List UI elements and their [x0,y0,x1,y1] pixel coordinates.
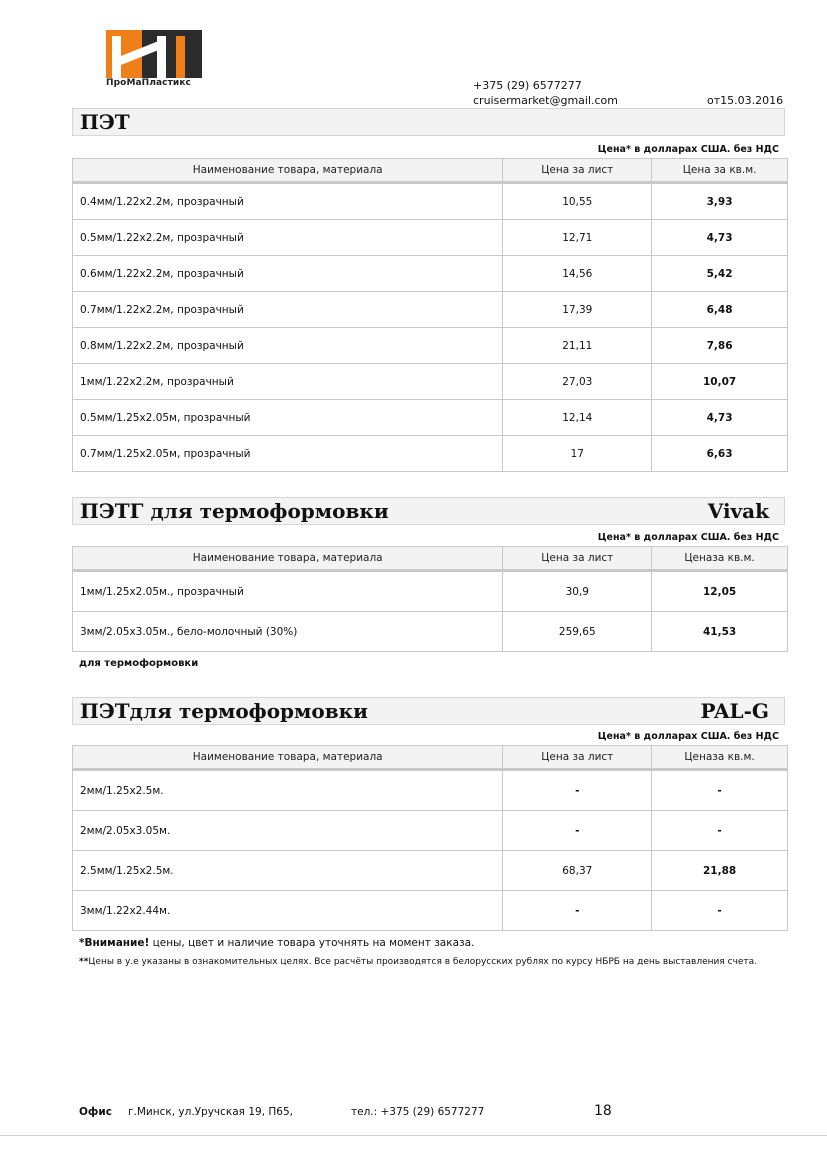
product-name: 1мм/1.22х2.2м, прозрачный [73,364,503,400]
sheet-price: - [503,811,652,851]
attention-text: цены, цвет и наличие товара уточнять на момент заказа. [149,937,475,949]
table-row [73,770,788,811]
column-header-name: Наименование товара, материала [73,746,503,770]
sheet-price: 17,39 [503,292,652,328]
table-row [73,851,788,891]
sheet-price: 27,03 [503,364,652,400]
sheet-price: 17 [503,436,652,472]
table-row [73,612,788,652]
product-name: 2мм/1.25х2.5м. [73,770,503,811]
company-name: ПроМаПластикс [106,78,191,88]
sheet-price: 259,65 [503,612,652,652]
sheet-price: - [503,891,652,931]
footer-phone: тел.: +375 (29) 6577277 [351,1106,485,1118]
logo-mark-icon [106,30,202,78]
table-row [73,571,788,612]
header-phone: +375 (29) 6577277 [473,79,582,92]
table-row [73,220,788,256]
section-title: ПЭТГ для термоформовки [80,499,389,523]
header-email: cruisermarket@gmail.com [473,94,619,107]
attention-note [79,937,474,949]
product-name: 0.5мм/1.25х2.05м, прозрачный [73,400,503,436]
price-note: Цена* в долларах США. без НДС [597,731,779,742]
table-header-row [73,547,788,571]
product-name: 3мм/1.22х2.44м. [73,891,503,931]
sqm-price: - [652,770,788,811]
column-header-sqm-price: Цена за кв.м. [652,159,788,183]
price-table [72,745,788,931]
table-row [73,364,788,400]
table-row [73,256,788,292]
footer-address: г.Минск, ул.Уручская 19, П65, [128,1106,293,1118]
sqm-price: 7,86 [652,328,788,364]
product-name: 3мм/2.05х3.05м., бело-молочный (30%) [73,612,503,652]
footer-divider [0,1135,827,1136]
section-title: ПЭТ [80,110,130,134]
sheet-price: 21,11 [503,328,652,364]
sqm-price: - [652,891,788,931]
sqm-price: 10,07 [652,364,788,400]
section-sub-note: для термоформовки [79,658,199,669]
page-number: 18 [594,1103,612,1119]
section-brand: PAL-G [700,699,769,723]
product-name: 0.8мм/1.22х2.2м, прозрачный [73,328,503,364]
header-date: от15.03.2016 [707,94,784,107]
table-row [73,183,788,220]
sqm-price: 6,63 [652,436,788,472]
product-name: 2мм/2.05х3.05м. [73,811,503,851]
product-name: 1мм/1.25х2.05м., прозрачный [73,571,503,612]
attention-label: *Внимание! [79,937,150,949]
currency-note-text: Цены в у.е указаны в ознакомительных целях. Все расчёты производятся в белорусских рублях по курсу НБРБ на день выставления счета. [88,957,758,967]
sqm-price: 4,73 [652,220,788,256]
section-title: ПЭТдля термоформовки [80,699,368,723]
product-name: 0.6мм/1.22х2.2м, прозрачный [73,256,503,292]
sqm-price: 4,73 [652,400,788,436]
sheet-price: 14,56 [503,256,652,292]
section-title-bar [72,108,785,136]
sqm-price: - [652,811,788,851]
column-header-sqm-price: Ценаза кв.м. [652,746,788,770]
product-name: 2.5мм/1.25х2.5м. [73,851,503,891]
table-row [73,436,788,472]
table-header-row [73,746,788,770]
product-name: 0.5мм/1.22х2.2м, прозрачный [73,220,503,256]
sqm-price: 5,42 [652,256,788,292]
column-header-sheet-price: Цена за лист [503,746,652,770]
table-header-row [73,159,788,183]
column-header-sqm-price: Ценаза кв.м. [652,547,788,571]
table-row [73,891,788,931]
product-name: 0.7мм/1.22х2.2м, прозрачный [73,292,503,328]
currency-note-marker: ** [79,957,89,967]
sheet-price: 68,37 [503,851,652,891]
product-name: 0.7мм/1.25х2.05м, прозрачный [73,436,503,472]
sqm-price: 41,53 [652,612,788,652]
sqm-price: 6,48 [652,292,788,328]
sheet-price: 10,55 [503,183,652,220]
price-note: Цена* в долларах США. без НДС [597,532,779,543]
currency-note [79,957,757,967]
sqm-price: 12,05 [652,571,788,612]
table-row [73,292,788,328]
column-header-name: Наименование товара, материала [73,159,503,183]
price-note: Цена* в долларах США. без НДС [597,144,779,155]
price-table [72,546,788,652]
sheet-price: 12,71 [503,220,652,256]
sqm-price: 21,88 [652,851,788,891]
sheet-price: 12,14 [503,400,652,436]
price-table [72,158,788,472]
sheet-price: - [503,770,652,811]
column-header-sheet-price: Цена за лист [503,547,652,571]
product-name: 0.4мм/1.22х2.2м, прозрачный [73,183,503,220]
footer-office-label: Офис [79,1106,112,1118]
table-row [73,400,788,436]
column-header-name: Наименование товара, материала [73,547,503,571]
table-row [73,811,788,851]
sqm-price: 3,93 [652,183,788,220]
section-brand: Vivak [707,499,769,523]
column-header-sheet-price: Цена за лист [503,159,652,183]
table-row [73,328,788,364]
sheet-price: 30,9 [503,571,652,612]
